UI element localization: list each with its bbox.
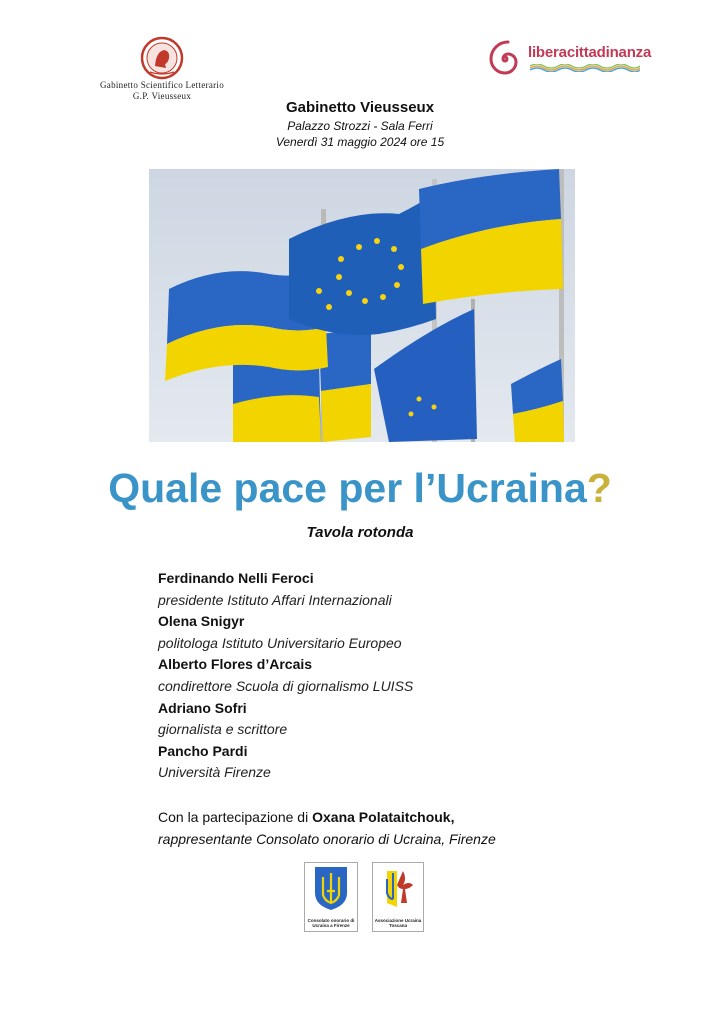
speaker-name: Alberto Flores d’Arcais	[158, 656, 313, 673]
consolato-logo	[304, 862, 358, 932]
participation-name: Oxana Polataitchouk,	[312, 809, 455, 825]
speakers-list	[158, 568, 618, 784]
vieusseux-emblem-icon	[140, 36, 184, 80]
event-header	[0, 98, 720, 150]
venue-title: Gabinetto Vieusseux	[285, 99, 435, 116]
speaker-name: Pancho Pardi	[158, 742, 248, 759]
speaker-name: Adriano Sofri	[158, 699, 247, 716]
speaker-role: presidente Istituto Affari Internazionali	[158, 591, 392, 608]
speaker-role: politologa Istituto Universitario Europeo	[158, 634, 402, 651]
vieusseux-logo	[82, 36, 242, 106]
rainbow-wave-icon	[530, 64, 640, 72]
venue-date: Venerdì 31 maggio 2024 ore 15	[275, 135, 445, 149]
associazione-logo	[372, 862, 424, 932]
participation-note	[158, 806, 678, 850]
spiral-icon	[484, 38, 526, 80]
ukraine-eu-flags-image	[149, 169, 575, 442]
participation-role: rappresentante Consolato onorario di Ucraina, Firenze	[158, 831, 496, 847]
flags-photo	[149, 169, 575, 442]
main-title-text: Quale pace per l’Ucraina	[108, 465, 587, 511]
vieusseux-logo-line1: Gabinetto Scientifico Letterario	[99, 80, 225, 90]
tryzub-icon	[305, 863, 357, 913]
event-subtitle: Tavola rotonda	[306, 524, 414, 541]
vieusseux-logo-line2: G.P. Vieusseux	[132, 91, 192, 101]
speaker-name: Olena Snigyr	[158, 613, 245, 630]
consolato-caption: Consolato onorario di Ucraina a Firenze	[307, 918, 355, 928]
main-title	[0, 460, 720, 516]
participation-intro: Con la partecipazione di	[158, 809, 313, 825]
liberacittadinanza-text: liberacittadinanza	[528, 44, 652, 61]
liberacittadinanza-logo	[484, 38, 654, 82]
associazione-caption: Associazione Ucraina Toscana	[374, 918, 422, 928]
venue-place: Palazzo Strozzi - Sala Ferri	[287, 119, 433, 133]
lily-trident-icon	[373, 863, 423, 913]
speaker-role: condirettore Scuola di giornalismo LUISS	[158, 677, 414, 694]
speaker-role: giornalista e scrittore	[158, 721, 288, 738]
speaker-role: Università Firenze	[158, 764, 271, 781]
speaker-name: Ferdinando Nelli Feroci	[158, 570, 314, 586]
question-mark: ?	[586, 465, 612, 511]
